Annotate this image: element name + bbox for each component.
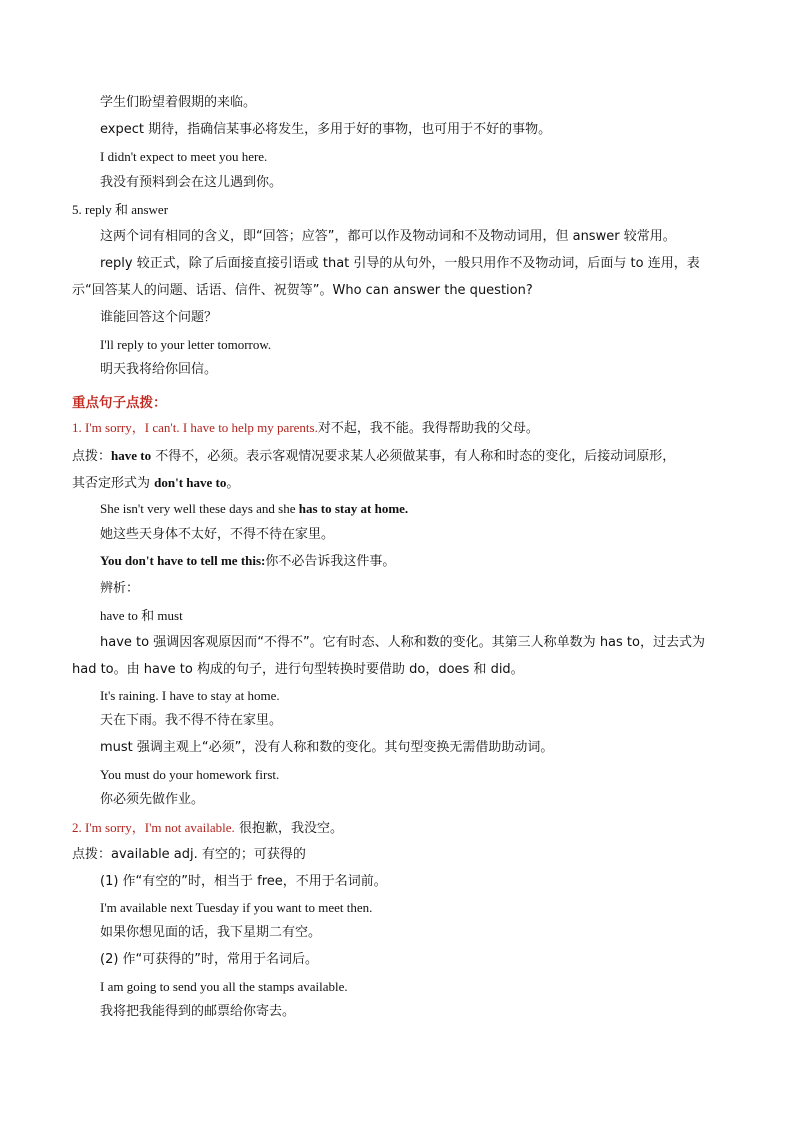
text-line: 我没有预料到会在这儿遇到你。 [100,175,283,190]
example-sentence: I'm available next Tuesday if you want to meet then. [100,900,373,915]
text-line: I didn't expect to meet you here. [100,149,268,164]
compare-title: 辨析： [100,581,140,596]
text-line: (2) 作“可获得的”时，常用于名词后。 [100,952,319,967]
note-text: 。 [226,476,240,491]
text-line: expect 期待，指确信某事必将发生，多用于好的事物，也可用于不好的事物。 [100,122,552,137]
text-line: (1) 作“有空的”时，相当于 free，不用于名词前。 [100,874,387,889]
sentence-1-chinese: 对不起，我不能。我得帮助我的父母。 [317,421,539,436]
note-text: 其否定形式为 [72,476,155,491]
example-keyword: has to stay at home. [298,501,409,516]
note-prefix: 点拨： [72,449,112,464]
text-line: 明天我将给你回信。 [100,362,218,377]
example-translation: 天在下雨。我不得不待在家里。 [100,713,283,728]
note-text: 不得不，必须。表示客观情况要求某人必须做某事，有人称和时态的变化，后接动词原形， [151,449,676,464]
sentence-2 [72,818,343,839]
example-sentence [100,551,395,572]
text-line: must 强调主观上“必须”，没有人称和数的变化。其句型变换无需借助助动词。 [100,740,554,755]
sentence-2-english: 2. I'm sorry，I'm not available. [72,820,235,835]
example-sentence: You must do your homework first. [100,767,280,782]
example-translation: 如果你想见面的话，我下星期二有空。 [100,925,322,940]
example-keyword: You don't have to tell me this: [100,553,266,568]
text-line: reply 较正式，除了后面接直接引语或 that 引导的从句外，一般只用作不及物动词，后面与 to 连用，表 [100,256,700,271]
example-text: She isn't very well these days and she [100,501,299,516]
section-heading: 重点句子点拨： [72,395,167,411]
example-translation: 你必须先做作业。 [100,792,205,807]
text-line: 学生们盼望着假期的来临。 [100,95,257,110]
note-keyword: don't have to [154,475,227,490]
note-line [72,446,675,467]
text-line: 示“回答某人的问题、话语、信件、祝贺等”。Who can answer the question? [72,283,533,298]
compare-words: have to 和 must [100,608,183,623]
text-line: 谁能回答这个问题？ [100,310,218,325]
subheading: 5. reply 和 answer [72,202,169,217]
text-line: had to。由 have to 构成的句子，进行句型转换时要借助 do，does 和 did。 [72,662,524,677]
example-sentence [100,499,408,519]
text-line: 这两个词有相同的含义，即“回答；应答”，都可以作及物动词和不及物动词用，但 answer 较常用。 [100,229,676,244]
note-keyword: have to [111,448,152,463]
example-translation: 你不必告诉我这件事。 [265,554,396,569]
example-sentence: I am going to send you all the stamps available. [100,979,348,994]
note-line [72,473,239,494]
note-line: 点拨：available adj. 有空的；可获得的 [72,847,306,862]
example-translation: 她这些天身体不太好，不得不待在家里。 [100,527,335,542]
sentence-1 [72,418,539,439]
text-line: have to 强调因客观原因而“不得不”。它有时态、人称和数的变化。其第三人称单数为 has to，过去式为 [100,635,705,650]
text-line: I'll reply to your letter tomorrow. [100,337,272,352]
sentence-2-chinese: 很抱歉，我没空。 [234,821,343,836]
sentence-1-english: 1. I'm sorry，I can't. I have to help my parents. [72,420,318,435]
example-translation: 我将把我能得到的邮票给你寄去。 [100,1004,296,1019]
example-sentence: It's raining. I have to stay at home. [100,688,280,703]
